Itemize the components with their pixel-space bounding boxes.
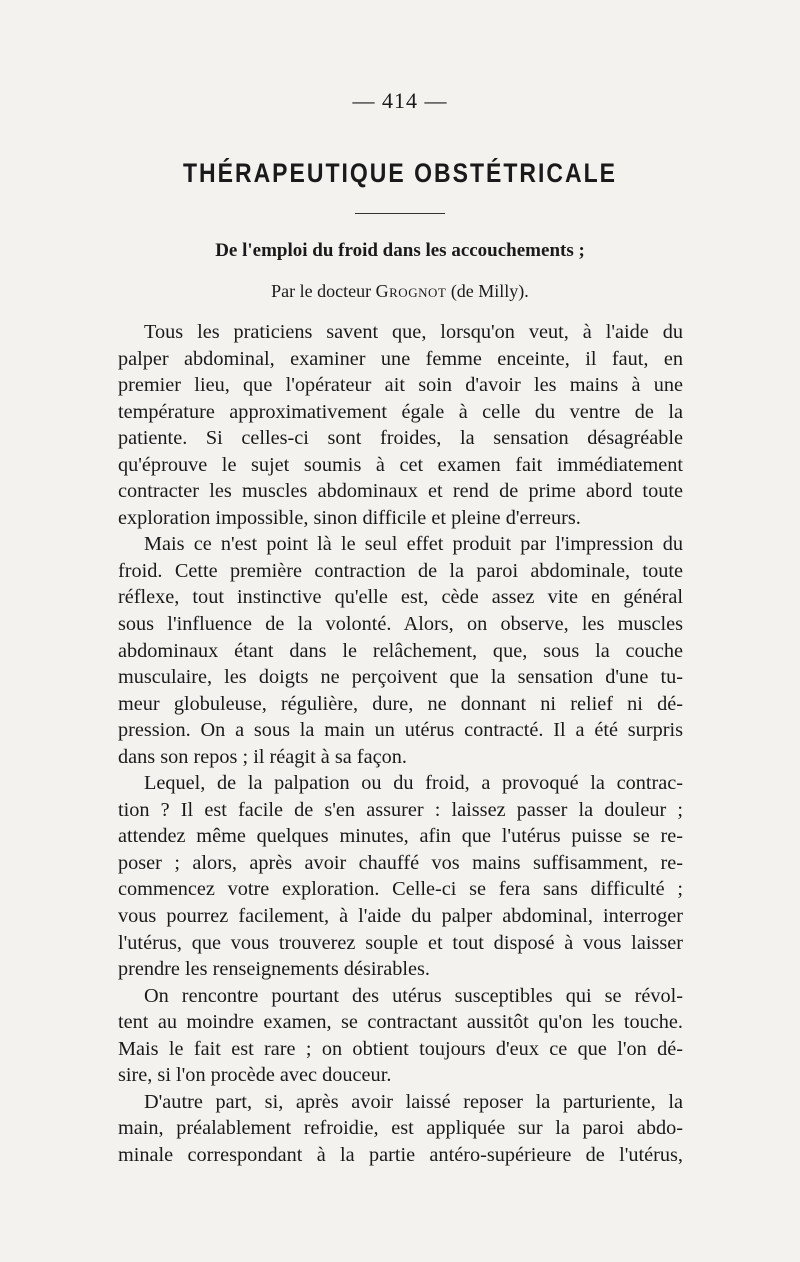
- article-title: De l'emploi du froid dans les accouchements ;: [215, 240, 585, 261]
- text-line: Mais le fait est rare ; on obtient toujours d'eux ce que l'on dé-: [118, 1037, 683, 1060]
- section-title: THÉRAPEUTIQUE OBSTÉTRICALE: [182, 157, 618, 188]
- text-line: prendre les renseignements désirables.: [118, 958, 430, 981]
- text-line: température approximativement égale à celle du ventre de la: [118, 400, 683, 423]
- text-line: Tous les praticiens savent que, lorsqu'on veut, à l'aide du: [144, 321, 683, 343]
- text-line: sous l'influence de la volonté. Alors, on observe, les muscles: [118, 613, 683, 636]
- text-line: Lequel, de la palpation ou du froid, a provoqué la contrac-: [144, 772, 683, 795]
- text-line: D'autre part, si, après avoir laissé reposer la parturiente, la: [144, 1090, 683, 1113]
- text-line: tent au moindre examen, se contractant aussitôt qu'on les touche.: [118, 1011, 683, 1034]
- text-line: commencez votre exploration. Celle-ci se fera sans difficulté ;: [118, 878, 683, 901]
- text-line: froid. Cette première contraction de la paroi abdominale, toute: [118, 559, 683, 582]
- text-line: sire, si l'on procède avec douceur.: [118, 1064, 392, 1087]
- text-line: musculaire, les doigts ne perçoivent que la sensation d'une tu-: [118, 666, 683, 689]
- text-line: dans son repos ; il réagit à sa façon.: [118, 745, 407, 768]
- text-line: contracter les muscles abdominaux et rend de prime abord toute: [118, 480, 683, 503]
- text-line: attendez même quelques minutes, afin que l'utérus puisse se re-: [118, 825, 683, 848]
- title-divider: [355, 213, 445, 214]
- text-line: abdominaux étant dans le relâchement, que, sous la couche: [118, 639, 683, 662]
- text-line: poser ; alors, après avoir chauffé vos mains suffisamment, re-: [118, 851, 683, 874]
- text-line: pression. On a sous la main un utérus contracté. Il a été surpris: [118, 719, 683, 742]
- text-line: l'utérus, que vous trouverez souple et tout disposé à vous laisser: [118, 931, 683, 954]
- text-line: patiente. Si celles-ci sont froides, la sensation désagréable: [118, 427, 683, 450]
- byline-suffix: (de Milly).: [450, 281, 529, 301]
- text-line: palper abdominal, examiner une femme enceinte, il faut, en: [118, 347, 683, 370]
- text-line: qu'éprouve le sujet soumis à cet examen fait immédiatement: [118, 453, 683, 476]
- byline-prefix: Par le docteur: [271, 281, 372, 301]
- text-line: Mais ce n'est point là le seul effet produit par l'impression du: [144, 533, 683, 556]
- text-line: réflexe, tout instinctive qu'elle est, cède assez vite en général: [118, 586, 683, 609]
- text-line: premier lieu, que l'opérateur ait soin d'avoir les mains à une: [118, 374, 683, 397]
- text-line: exploration impossible, sinon difficile et pleine d'erreurs.: [118, 506, 581, 529]
- text-line: vous pourrez facilement, à l'aide du palper abdominal, interroger: [118, 905, 683, 928]
- text-line: main, préalablement refroidie, est appliquée sur la paroi abdo-: [118, 1117, 683, 1140]
- body-text: [118, 319, 683, 1169]
- page-number: — 414 —: [352, 88, 448, 113]
- text-line: meur globuleuse, régulière, dure, ne donnant ni relief ni dé-: [118, 692, 683, 715]
- text-line: tion ? Il est facile de s'en assurer : laissez passer la douleur ;: [118, 798, 683, 821]
- byline-author: Grognot: [375, 281, 447, 301]
- byline: [0, 281, 800, 302]
- text-line: On rencontre pourtant des utérus susceptibles qui se révol-: [144, 984, 683, 1007]
- text-line: minale correspondant à la partie antéro-supérieure de l'utérus,: [118, 1143, 683, 1166]
